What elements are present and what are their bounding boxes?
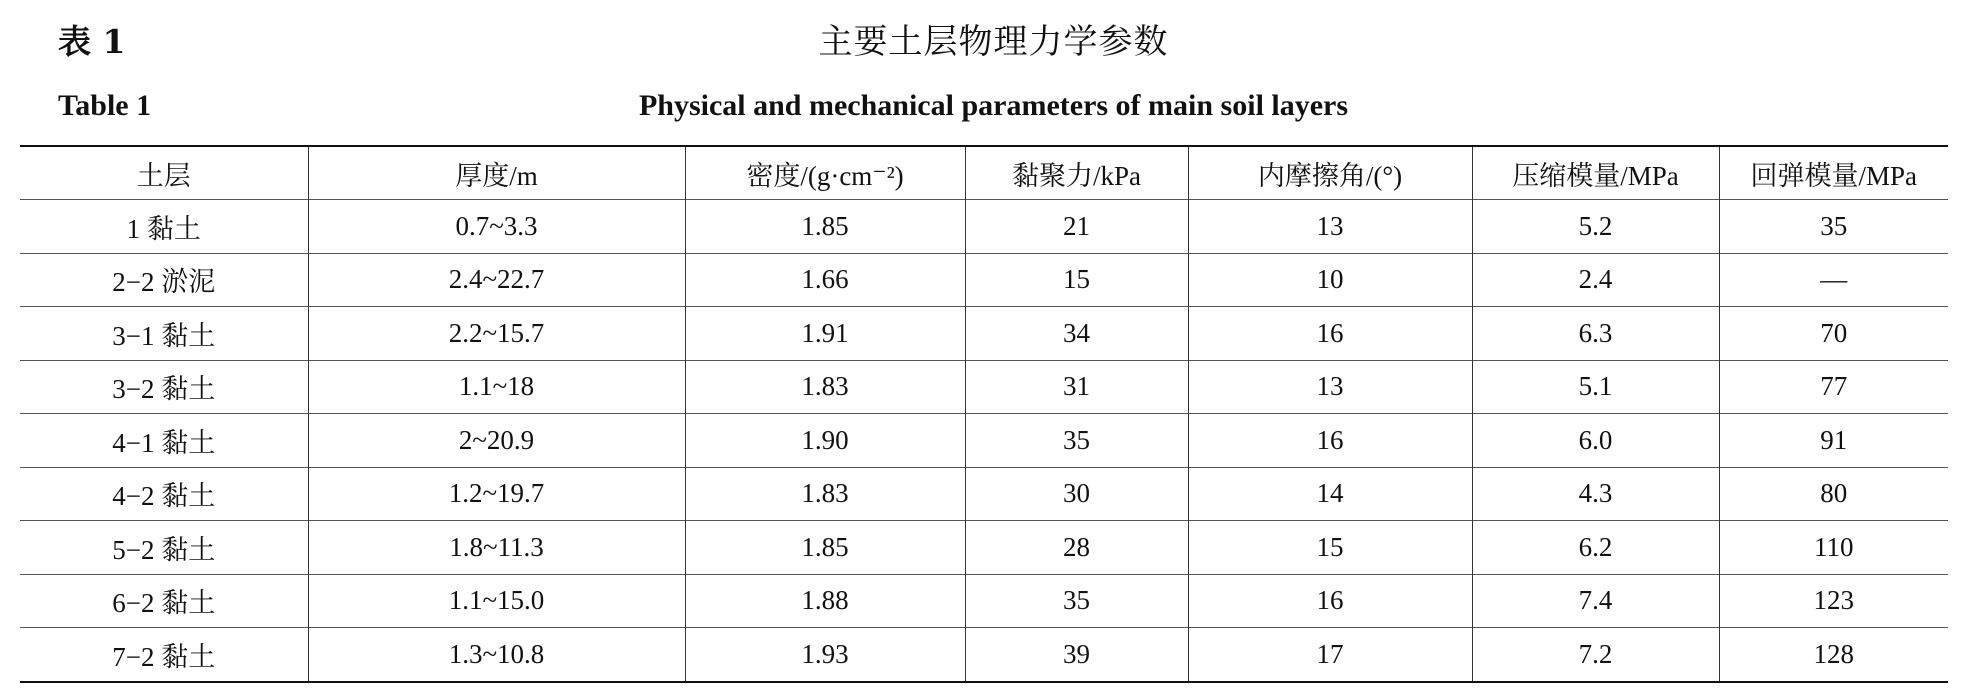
cell-soil-layer: 7−2 黏土 [20,628,308,682]
table-row [20,574,1948,628]
cell-rebound-modulus: — [1719,253,1948,307]
cell-soil-layer: 6−2 黏土 [20,574,308,628]
cell-compression-modulus: 7.2 [1472,628,1719,682]
table-number-cn: 表 1 [58,22,126,61]
cell-thickness: 1.1~15.0 [308,574,685,628]
cell-cohesion: 28 [965,521,1188,575]
cell-cohesion: 35 [965,574,1188,628]
cell-rebound-modulus: 80 [1719,467,1948,521]
table-header [20,146,1948,200]
cell-friction-angle: 16 [1188,574,1472,628]
header-row [20,146,1948,200]
cell-compression-modulus: 5.1 [1472,360,1719,414]
cell-compression-modulus: 6.2 [1472,521,1719,575]
cell-rebound-modulus: 110 [1719,521,1948,575]
cell-compression-modulus: 6.3 [1472,307,1719,361]
cell-friction-angle: 16 [1188,414,1472,468]
cell-friction-angle: 10 [1188,253,1472,307]
cell-thickness: 1.8~11.3 [308,521,685,575]
cell-compression-modulus: 2.4 [1472,253,1719,307]
header-thickness: 厚度/m [308,146,685,200]
table-body [20,200,1948,682]
cell-rebound-modulus: 123 [1719,574,1948,628]
table-row [20,521,1948,575]
cell-friction-angle: 13 [1188,200,1472,254]
cell-rebound-modulus: 91 [1719,414,1948,468]
header-soil-layer: 土层 [136,160,191,191]
header-density: 密度/(g·cm⁻²) [685,146,965,200]
header-rebound-modulus: 回弹模量/MPa [1719,146,1948,200]
header-cohesion: 黏聚力/kPa [965,146,1188,200]
soil-parameters-table [20,145,1948,683]
cell-cohesion: 30 [965,467,1188,521]
table-title-en: Physical and mechanical parameters of main soil layers [638,89,1349,122]
cell-soil-layer: 3−1 黏土 [20,307,308,361]
table-row [20,414,1948,468]
cell-density: 1.66 [685,253,965,307]
cell-cohesion: 21 [965,200,1188,254]
cell-thickness: 2~20.9 [308,414,685,468]
cell-density: 1.93 [685,628,965,682]
cell-density: 1.85 [685,521,965,575]
cell-compression-modulus: 7.4 [1472,574,1719,628]
cell-friction-angle: 14 [1188,467,1472,521]
cell-density: 1.88 [685,574,965,628]
cell-compression-modulus: 4.3 [1472,467,1719,521]
header-compression-modulus: 压缩模量/MPa [1472,146,1719,200]
cell-rebound-modulus: 35 [1719,200,1948,254]
cell-density: 1.83 [685,360,965,414]
cell-cohesion: 15 [965,253,1188,307]
cell-cohesion: 34 [965,307,1188,361]
cell-soil-layer: 5−2 黏土 [20,521,308,575]
cell-friction-angle: 17 [1188,628,1472,682]
cell-friction-angle: 15 [1188,521,1472,575]
table-row [20,467,1948,521]
cell-cohesion: 31 [965,360,1188,414]
table-row [20,360,1948,414]
cell-thickness: 2.4~22.7 [308,253,685,307]
cell-soil-layer: 1 黏土 [20,200,308,254]
cell-cohesion: 39 [965,628,1188,682]
cell-density: 1.90 [685,414,965,468]
cell-friction-angle: 16 [1188,307,1472,361]
caption-en [58,82,1929,130]
cell-rebound-modulus: 77 [1719,360,1948,414]
cell-thickness: 1.3~10.8 [308,628,685,682]
table-row [20,628,1948,682]
cell-thickness: 1.2~19.7 [308,467,685,521]
table-row [20,307,1948,361]
cell-soil-layer: 4−1 黏土 [20,414,308,468]
cell-cohesion: 35 [965,414,1188,468]
caption-cn [58,18,1929,66]
cell-density: 1.83 [685,467,965,521]
cell-compression-modulus: 6.0 [1472,414,1719,468]
cell-friction-angle: 13 [1188,360,1472,414]
table-number-en: Table 1 [58,89,152,122]
cell-thickness: 2.2~15.7 [308,307,685,361]
table-row [20,200,1948,254]
cell-soil-layer: 2−2 淤泥 [20,253,308,307]
table-row [20,253,1948,307]
cell-rebound-modulus: 70 [1719,307,1948,361]
cell-soil-layer: 3−2 黏土 [20,360,308,414]
cell-density: 1.85 [685,200,965,254]
table-title-cn: 主要土层物理力学参数 [818,22,1169,62]
cell-compression-modulus: 5.2 [1472,200,1719,254]
header-friction-angle: 内摩擦角/(°) [1188,146,1472,200]
cell-thickness: 1.1~18 [308,360,685,414]
cell-soil-layer: 4−2 黏土 [20,467,308,521]
cell-thickness: 0.7~3.3 [308,200,685,254]
cell-rebound-modulus: 128 [1719,628,1948,682]
cell-density: 1.91 [685,307,965,361]
